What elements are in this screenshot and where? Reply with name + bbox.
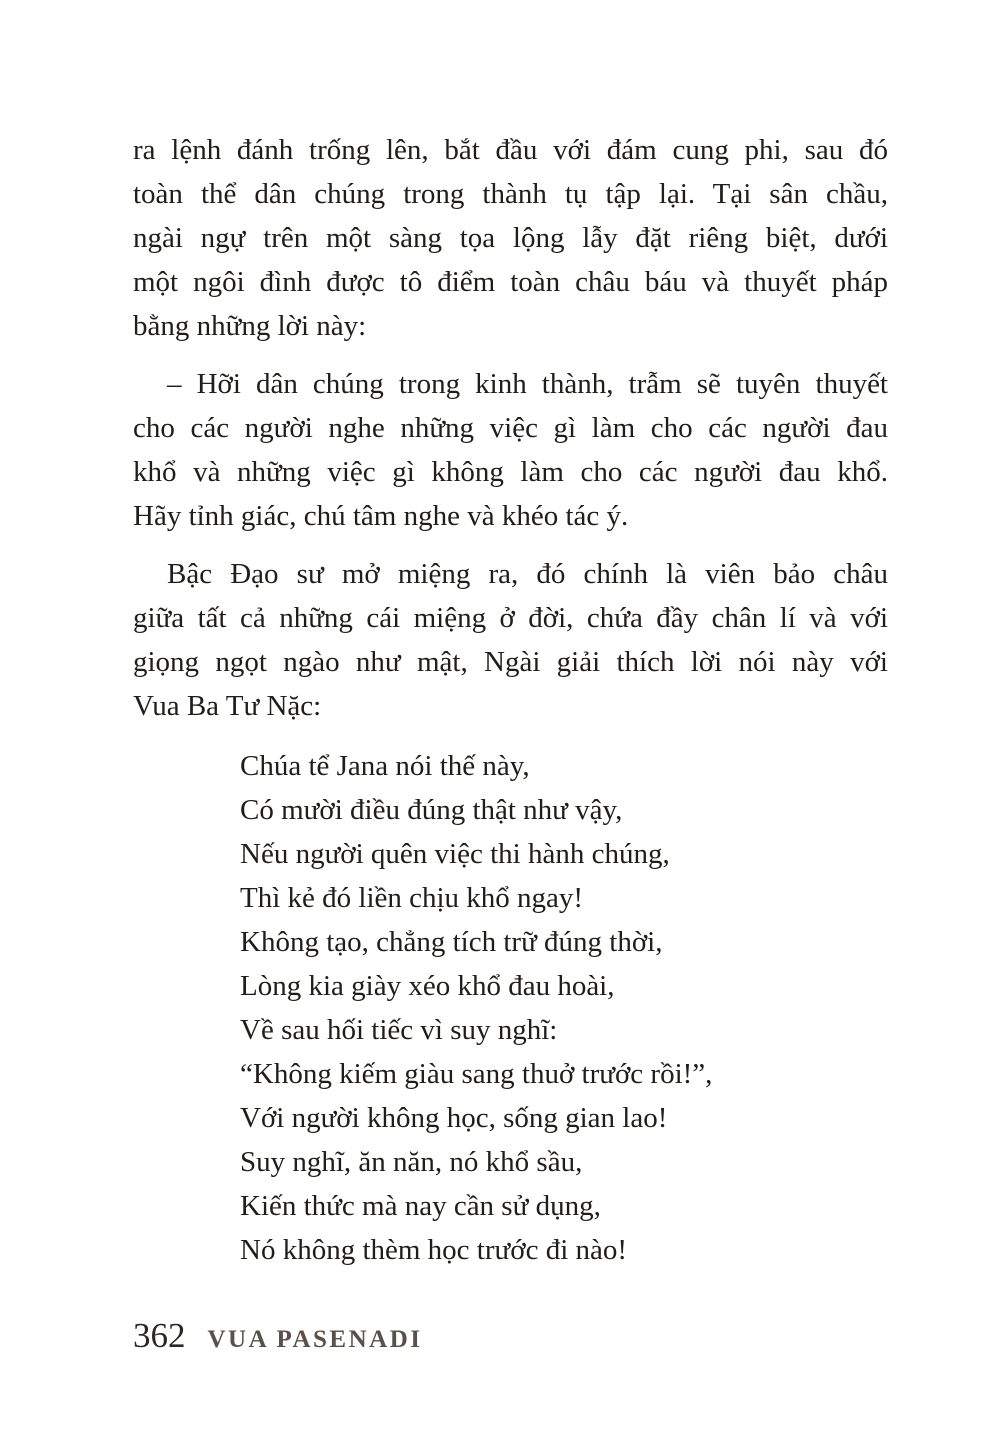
body-line: Bậc Đạo sư mở miệng ra, đó chính là viên bảo châu xyxy=(167,558,888,590)
body-line: bằng những lời này: xyxy=(133,310,367,342)
running-title: VUA PASENADI xyxy=(207,1326,423,1353)
verse-line: Nó không thèm học trước đi nào! xyxy=(240,1234,628,1266)
verse-line: Về sau hối tiếc vì suy nghĩ: xyxy=(240,1014,558,1046)
verse-line: Suy nghĩ, ăn năn, nó khổ sầu, xyxy=(240,1146,583,1178)
body-line: Vua Ba Tư Nặc: xyxy=(133,690,322,722)
verse-line: Với người không học, sống gian lao! xyxy=(240,1102,668,1134)
paragraph-1 xyxy=(133,128,888,348)
verse-line: “Không kiếm giàu sang thuở trước rồi!”, xyxy=(240,1058,713,1090)
body-line: – Hỡi dân chúng trong kinh thành, trẫm sẽ tuyên thuyết xyxy=(167,368,888,400)
verse-line: Thì kẻ đó liền chịu khổ ngay! xyxy=(240,882,584,914)
body-line: ngài ngự trên một sàng tọa lộng lẫy đặt riêng biệt, dưới xyxy=(133,222,888,254)
paragraph-3 xyxy=(133,552,888,728)
verse-line: Không tạo, chẳng tích trữ đúng thời, xyxy=(240,926,663,958)
body-line: khổ và những việc gì không làm cho các người đau khổ. xyxy=(133,456,888,488)
page-footer xyxy=(133,1318,422,1353)
body-line: giọng ngọt ngào như mật, Ngài giải thích lời nói này với xyxy=(133,646,888,678)
body-text xyxy=(133,128,888,1272)
verse-line: Kiến thức mà nay cần sử dụng, xyxy=(240,1190,601,1222)
verse-line: Có mười điều đúng thật như vậy, xyxy=(240,794,623,826)
page-number: 362 xyxy=(133,1316,186,1355)
body-line: toàn thể dân chúng trong thành tụ tập lại. Tại sân chầu, xyxy=(133,178,888,210)
verse-line: Nếu người quên việc thi hành chúng, xyxy=(240,838,670,870)
body-line: một ngôi đình được tô điểm toàn châu báu và thuyết pháp xyxy=(133,266,888,298)
body-line: ra lệnh đánh trống lên, bắt đầu với đám cung phi, sau đó xyxy=(133,134,888,166)
paragraph-2 xyxy=(133,362,888,538)
body-line: Hãy tỉnh giác, chú tâm nghe và khéo tác ý. xyxy=(133,500,629,532)
body-line: giữa tất cả những cái miệng ở đời, chứa đầy chân lí và với xyxy=(133,602,888,634)
verse-line: Lòng kia giày xéo khổ đau hoài, xyxy=(240,970,615,1002)
body-line: cho các người nghe những việc gì làm cho các người đau xyxy=(133,412,888,444)
verse-block xyxy=(133,744,888,1272)
verse-line: Chúa tể Jana nói thế này, xyxy=(240,750,530,782)
